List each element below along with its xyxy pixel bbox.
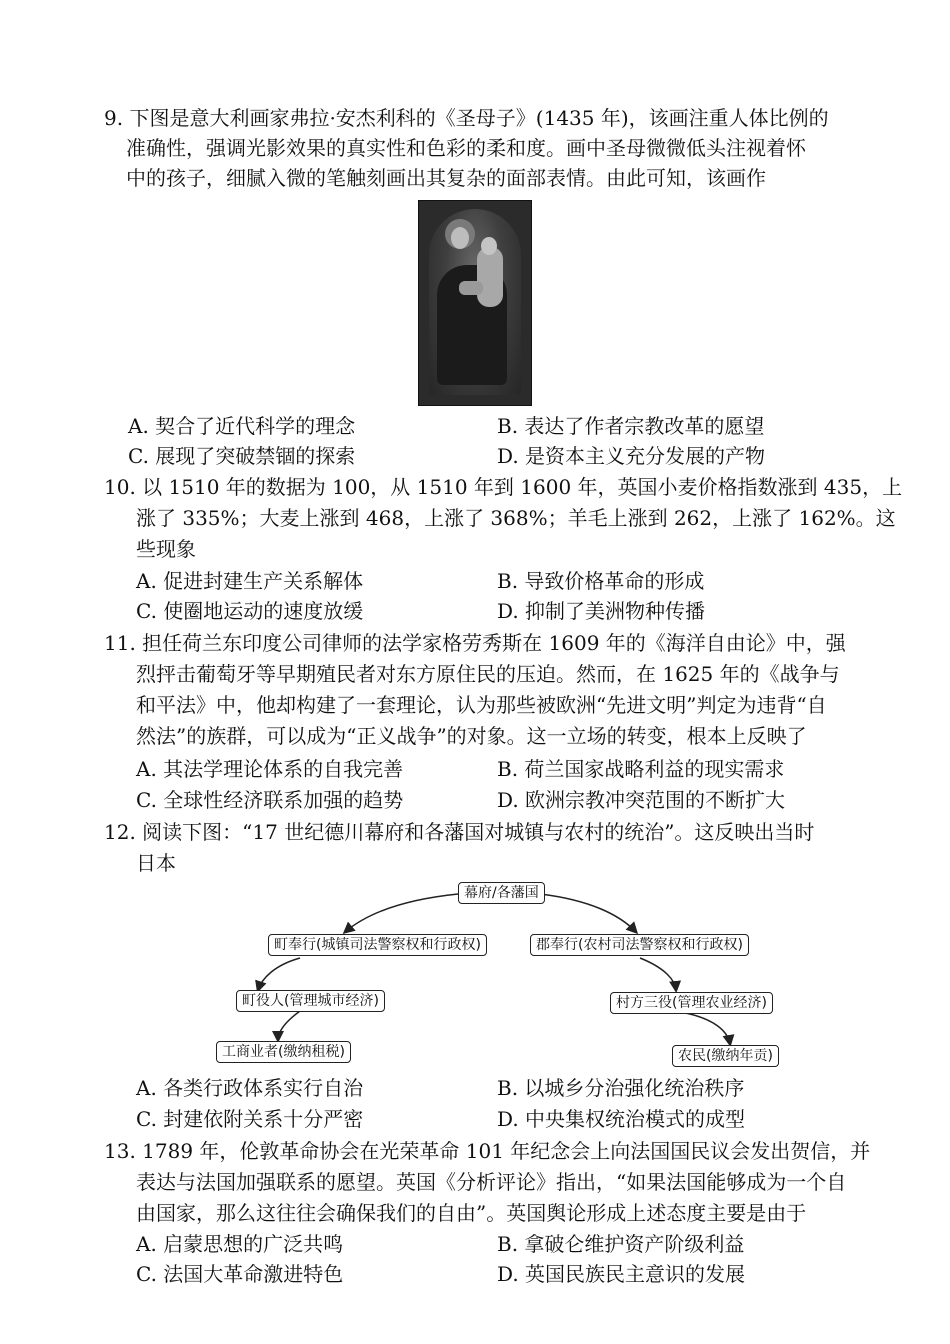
q10-line-1: 10. 以 1510 年的数据为 100，从 1510 年到 1600 年，英国小麦价格指数涨到 435，上 (104, 475, 903, 499)
q12-option-a: A. 各类行政体系实行自治 (136, 1076, 364, 1100)
q11-option-a: A. 其法学理论体系的自我完善 (136, 757, 404, 781)
q11-line-3: 和平法》中，他却构建了一套理论，认为那些被欧洲“先进文明”判定为违背“自 (136, 693, 827, 717)
q12-option-d: D. 中央集权统治模式的成型 (497, 1107, 746, 1131)
q9-line-3: 中的孩子，细腻入微的笔触刻画出其复杂的面部表情。由此可知，该画作 (126, 166, 766, 190)
q12-option-c: C. 封建依附关系十分严密 (136, 1107, 364, 1131)
q13-option-d: D. 英国民族民主意识的发展 (497, 1262, 746, 1286)
diagram-right2-box: 村方三役(管理农业经济) (610, 992, 773, 1014)
q10-line-2: 涨了 335%；大麦上涨到 468，上涨了 368%；羊毛上涨到 262，上涨了 162%。这 (136, 506, 896, 530)
q13-option-a: A. 启蒙思想的广泛共鸣 (136, 1232, 344, 1256)
q9-option-c: C. 展现了突破禁锢的探索 (128, 444, 356, 468)
q11-option-c: C. 全球性经济联系加强的趋势 (136, 788, 404, 812)
diagram-right1-box: 郡奉行(农村司法警察权和行政权) (530, 934, 749, 956)
q9-option-b: B. 表达了作者宗教改革的愿望 (497, 414, 765, 438)
q9-line-1: 9. 下图是意大利画家弗拉·安杰利科的《圣母子》(1435 年)，该画注重人体比例的 (104, 106, 829, 130)
q10-option-d: D. 抑制了美洲物种传播 (497, 599, 706, 623)
q12-line-1: 12. 阅读下图：“17 世纪德川幕府和各藩国对城镇与农村的统治”。这反映出当时 (104, 820, 815, 844)
q13-line-3: 由国家，那么这往往会确保我们的自由”。英国舆论形成上述态度主要是由于 (136, 1201, 807, 1225)
q10-option-a: A. 促进封建生产关系解体 (136, 569, 364, 593)
q13-line-2: 表达与法国加强联系的愿望。英国《分析评论》指出，“如果法国能够成为一个自 (136, 1170, 847, 1194)
q11-option-b: B. 荷兰国家战略利益的现实需求 (497, 757, 785, 781)
q9-option-a: A. 契合了近代科学的理念 (128, 414, 356, 438)
q9-option-d: D. 是资本主义充分发展的产物 (497, 444, 766, 468)
q10-line-3: 些现象 (136, 537, 196, 561)
q12-line-2: 日本 (136, 851, 176, 875)
q11-line-4: 然法”的族群，可以成为“正义战争”的对象。这一立场的转变，根本上反映了 (136, 724, 807, 748)
q13-option-b: B. 拿破仑维护资产阶级利益 (497, 1232, 745, 1256)
q9-line-2: 准确性，强调光影效果的真实性和色彩的柔和度。画中圣母微微低头注视着怀 (126, 136, 806, 160)
madonna-painting (418, 200, 532, 406)
q11-line-2: 烈抨击葡萄牙等早期殖民者对东方原住民的压迫。然而，在 1625 年的《战争与 (136, 662, 840, 686)
diagram-left1-box: 町奉行(城镇司法警察权和行政权) (268, 934, 487, 956)
diagram-right3-box: 农民(缴纳年贡) (672, 1045, 779, 1067)
q10-option-c: C. 使圈地运动的速度放缓 (136, 599, 364, 623)
diagram-root-box: 幕府/各藩国 (458, 882, 545, 904)
diagram-left3-box: 工商业者(缴纳租税) (216, 1041, 351, 1063)
q13-option-c: C. 法国大革命激进特色 (136, 1262, 344, 1286)
q12-option-b: B. 以城乡分治强化统治秩序 (497, 1076, 745, 1100)
q11-line-1: 11. 担任荷兰东印度公司律师的法学家格劳秀斯在 1609 年的《海洋自由论》中，强 (104, 631, 846, 655)
q11-option-d: D. 欧洲宗教冲突范围的不断扩大 (497, 788, 786, 812)
q10-option-b: B. 导致价格革命的形成 (497, 569, 705, 593)
diagram-left2-box: 町役人(管理城市经济) (236, 990, 385, 1012)
q13-line-1: 13. 1789 年，伦敦革命协会在光荣革命 101 年纪念会上向法国国民议会发出贺信，并 (104, 1139, 871, 1163)
